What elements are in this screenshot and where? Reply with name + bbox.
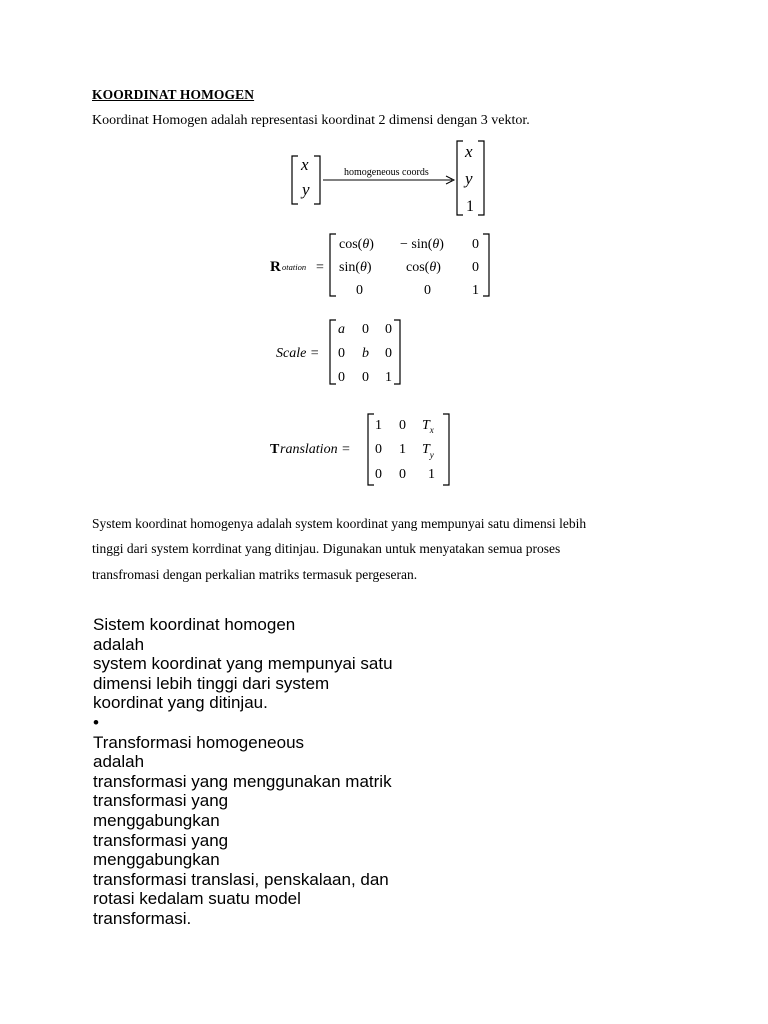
definition-line: transformasi yang	[93, 830, 229, 850]
definition-block	[93, 615, 453, 929]
paragraph-line: transfromasi dengan perkalian matriks termasuk pergeseran.	[92, 567, 418, 582]
right-bracket	[394, 320, 400, 384]
right-bracket	[483, 234, 489, 296]
matrix-cell: 1	[472, 283, 479, 298]
matrix-cell: 0	[338, 370, 345, 385]
matrix-cell: 0	[472, 260, 479, 275]
matrix-cell: 0	[472, 237, 479, 252]
matrix-cell: 0	[385, 322, 392, 337]
matrix-cell: 0	[399, 418, 406, 433]
definition-line: rotasi kedalam suatu model	[93, 889, 301, 909]
definition-line: transformasi.	[93, 908, 192, 928]
definition-line: transformasi yang menggunakan matrik	[93, 771, 392, 791]
right-bracket	[314, 156, 320, 204]
definition-line: menggabungkan	[93, 850, 220, 870]
vec-left-y: y	[302, 180, 310, 199]
matrix-cell: 0	[338, 346, 345, 361]
definition-line: transformasi translasi, penskalaan, dan	[93, 869, 389, 889]
matrix-cell: 0	[362, 322, 369, 337]
scale-matrix	[276, 320, 400, 385]
matrix-cell: 0	[424, 283, 431, 298]
definition-line: transformasi yang	[93, 791, 229, 811]
rotation-equals: =	[316, 260, 324, 275]
rotation-matrix	[270, 234, 489, 298]
rotation-label-R: R	[270, 259, 281, 275]
vec-right-y: y	[465, 169, 473, 188]
page-heading: KOORDINAT HOMOGEN	[92, 87, 255, 102]
left-bracket	[292, 156, 298, 204]
matrix-cell: cos(θ)	[406, 260, 441, 275]
matrix-cell: 1	[375, 418, 382, 433]
definition-line: Sistem koordinat homogen	[93, 615, 296, 634]
definition-line: menggabungkan	[93, 810, 220, 830]
matrix-cell: b	[362, 346, 369, 361]
matrix-cell: a	[338, 322, 345, 337]
intro-text: Koordinat Homogen adalah representasi koordinat 2 dimensi dengan 3 vektor.	[92, 113, 530, 128]
matrix-cell: 0	[356, 283, 363, 298]
paragraph-line: tinggi dari system korrdinat yang ditinjau. Digunakan untuk menyatakan semua proses	[92, 541, 561, 556]
scale-label: Scale =	[276, 346, 320, 361]
matrix-cell: $T_x$	[422, 418, 434, 435]
matrix-cell: 0	[375, 467, 382, 482]
left-bracket	[457, 141, 463, 215]
arrow-label: homogeneous coords	[344, 167, 429, 178]
right-bracket	[443, 414, 449, 485]
matrix-cell: 1	[399, 442, 406, 457]
definition-line: adalah	[93, 752, 145, 772]
vec-left-x: x	[301, 155, 309, 174]
definition-line: Transformasi homogeneous	[93, 732, 305, 752]
matrix-cell: 0	[362, 370, 369, 385]
definition-line: dimensi lebih tinggi dari system	[93, 673, 330, 693]
translation-label-T: T	[270, 442, 280, 457]
left-bracket	[330, 320, 336, 384]
left-bracket	[330, 234, 336, 296]
matrix-cell: 0	[375, 442, 382, 457]
matrix-cell: 1	[428, 467, 435, 482]
definition-line: system koordinat yang mempunyai satu	[93, 654, 393, 674]
right-bracket	[478, 141, 484, 215]
matrix-cell: 1	[385, 370, 392, 385]
matrix-cell: $T_y$	[422, 442, 434, 460]
vec-right-one: 1	[466, 198, 474, 215]
matrix-cell: 0	[385, 346, 392, 361]
matrix-cell: − sin(θ)	[400, 237, 444, 252]
left-bracket	[368, 414, 374, 485]
homogeneous-vector-figure	[292, 141, 484, 215]
translation-label-rest: ranslation =	[280, 442, 351, 457]
bullet-icon: •	[93, 712, 99, 732]
definition-line: adalah	[93, 634, 145, 654]
definition-line: koordinat yang ditinjau.	[93, 693, 268, 713]
matrix-cell: sin(θ)	[339, 260, 372, 275]
paragraph-line: System koordinat homogenya adalah system koordinat yang mempunyai satu dimensi lebih	[92, 516, 587, 531]
rotation-label-rest: otation	[282, 262, 307, 272]
matrix-cell: 0	[399, 467, 406, 482]
vec-right-x: x	[465, 142, 473, 161]
translation-matrix	[270, 414, 449, 485]
math-figures	[0, 0, 768, 500]
matrix-cell: cos(θ)	[339, 237, 374, 252]
